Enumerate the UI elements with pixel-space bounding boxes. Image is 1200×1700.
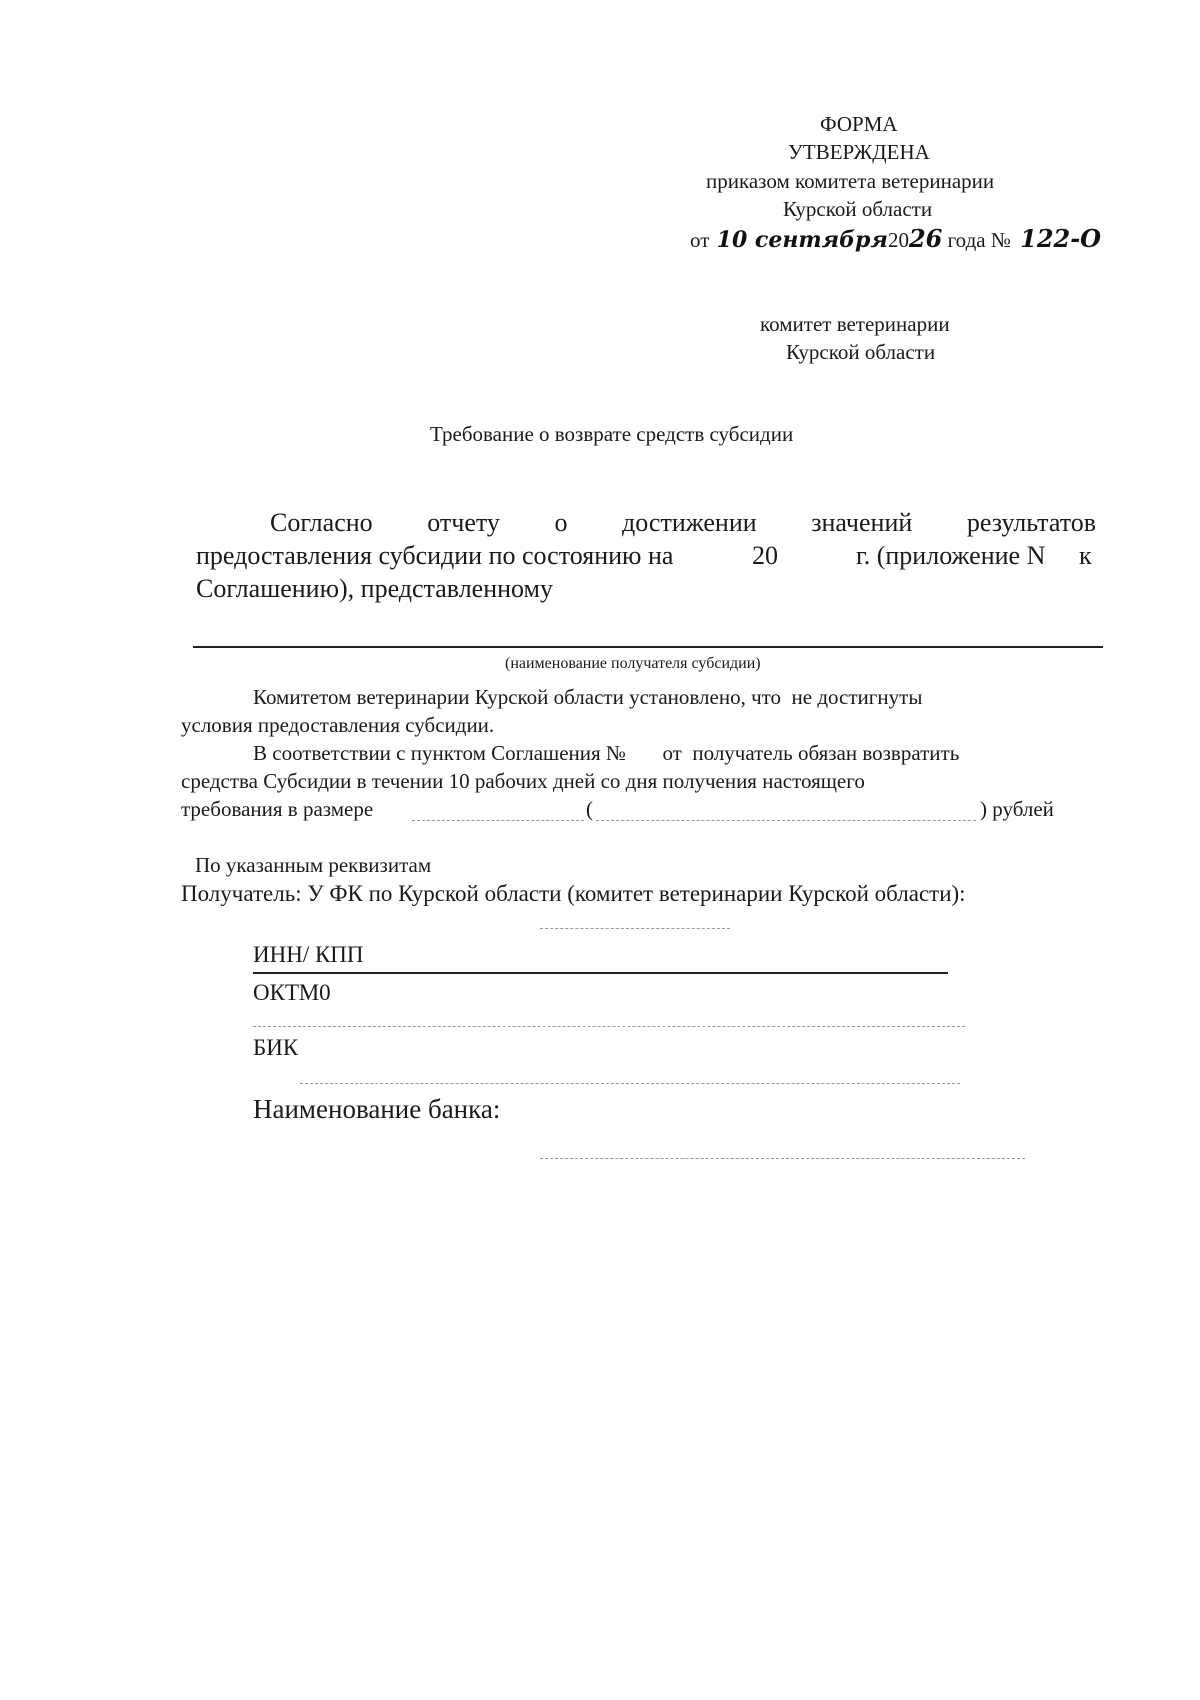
approval-region-line: Курской области	[783, 197, 933, 221]
para2-line2: условия предоставления субсидии.	[181, 713, 495, 737]
addressee-line2: Курской области	[786, 340, 936, 364]
para1-line2-right: г. (приложение N	[856, 541, 1046, 570]
approval-utverzhdena: УТВЕРЖДЕНА	[788, 140, 930, 164]
amount-paren-close: ) рублей	[980, 797, 1054, 821]
para1-word: результатов	[966, 508, 1096, 537]
para1-line2-year: 20	[752, 541, 778, 570]
para1-word: значений	[811, 508, 913, 537]
requisites-recipient: Получатель: У ФК по Курской области (комитет ветеринарии Курской области):	[181, 881, 966, 906]
para3-clause: В соответствии с пунктом Соглашения №	[253, 741, 626, 765]
inn-kpp-line	[253, 972, 948, 974]
para1-word: о	[554, 508, 568, 537]
recipient-caption: (наименование получателя субсидии)	[505, 655, 761, 672]
para2-line1: Комитетом ветеринарии Курской области установлено, что не достигнуты	[253, 685, 923, 709]
bik-line	[300, 1083, 960, 1084]
para1-line3: Соглашению), представленному	[196, 574, 554, 603]
para3-obligation: от получатель обязан возвратить	[662, 741, 960, 765]
handwritten-number: 122-О	[1020, 224, 1102, 253]
para1-word: Согласно	[270, 508, 373, 537]
amount-figures-line	[412, 820, 584, 821]
para1-word: достижении	[622, 508, 757, 537]
para3-line2: средства Субсидии в течении 10 рабочих дней со дня получения настоящего	[181, 769, 865, 793]
approval-ot: от	[690, 228, 710, 252]
bank-name-line	[540, 1158, 1025, 1159]
para1-line2-k: к	[1079, 541, 1092, 570]
para1-word: отчету	[427, 508, 500, 537]
amount-words-line	[596, 820, 976, 821]
approval-date-line	[690, 224, 1101, 253]
para1-line1	[270, 508, 1096, 538]
addressee-line1: комитет ветеринарии	[760, 312, 950, 336]
approval-forma: ФОРМА	[820, 112, 898, 136]
oktmo-line	[253, 1026, 965, 1027]
para3-line1	[253, 741, 959, 766]
approval-year-prefix: 20	[887, 228, 909, 252]
bank-name-label: Наименование банка:	[253, 1094, 501, 1124]
requisites-intro: По указанным реквизитам	[195, 853, 432, 877]
bik-label: БИК	[253, 1035, 299, 1060]
document-title: Требование о возврате средств субсидии	[430, 422, 794, 446]
recipient-requisites-line	[540, 928, 730, 929]
recipient-name-line	[193, 646, 1103, 648]
para3-line3-label: требования в размере	[181, 797, 374, 821]
para1-line2-left: предоставления субсидии по состоянию на	[196, 541, 674, 570]
oktmo-label: ОКТМ0	[253, 980, 331, 1005]
inn-kpp-label: ИНН/ КПП	[253, 942, 364, 967]
approval-order-line: приказом комитета ветеринарии	[706, 169, 995, 193]
approval-goda: года №	[947, 228, 1011, 252]
amount-paren-open: (	[586, 797, 593, 821]
handwritten-year: 26	[908, 224, 943, 253]
para1-line2	[196, 541, 1096, 573]
handwritten-date: 10 сентября	[716, 227, 888, 253]
